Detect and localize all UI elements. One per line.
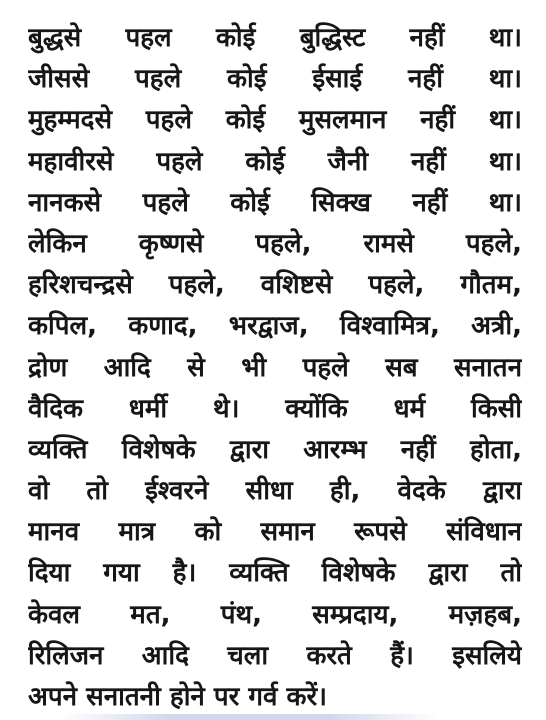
text-line-17: अपने सनातनी होने पर गर्व करें। [28,682,327,712]
text-line-4: महावीरसे पहले कोई जैनी नहीं था। [28,146,522,177]
text-line-2: जीससे पहले कोई ईसाई नहीं था। [28,64,522,95]
text-line-12: वो तो ईश्वरने सीधा ही, वेदके द्वारा [28,476,522,507]
text-line-13: मानव मात्र को समान रूपसे संविधान [28,517,522,548]
text-line-16: रिलिजन आदि चला करते हैं। इसलिये [28,640,522,671]
text-line-10: वैदिक धर्मी थे। क्योंकि धर्म किसी [28,393,522,424]
text-line-8: कपिल, कणाद, भरद्वाज, विश्वामित्र, अत्री, [28,311,522,342]
text-line-15: केवल मत, पंथ, सम्प्रदाय, मज़हब, [28,599,522,630]
text-line-6: लेकिन कृष्णसे पहले, रामसे पहले, [28,228,522,259]
text-line-11: व्यक्ति विशेषके द्वारा आरम्भ नहीं होता, [28,434,522,465]
text-line-9: द्रोण आदि से भी पहले सब सनातन [28,352,522,383]
text-line-14: दिया गया है। व्यक्ति विशेषके द्वारा तो [28,558,522,589]
text-line-3: मुहम्मदसे पहले कोई मुसलमान नहीं था। [28,105,522,136]
text-line-7: हरिशचन्द्रसे पहले, वशिष्टसे पहले, गौतम, [28,270,522,301]
text-line-1: बुद्धसे पहल कोई बुद्धिस्ट नहीं था। [28,23,522,53]
bottom-edge-shadow [60,714,440,720]
text-line-5: नानकसे पहले कोई सिक्ख नहीं था। [28,187,522,218]
hindi-text-block [28,18,522,718]
